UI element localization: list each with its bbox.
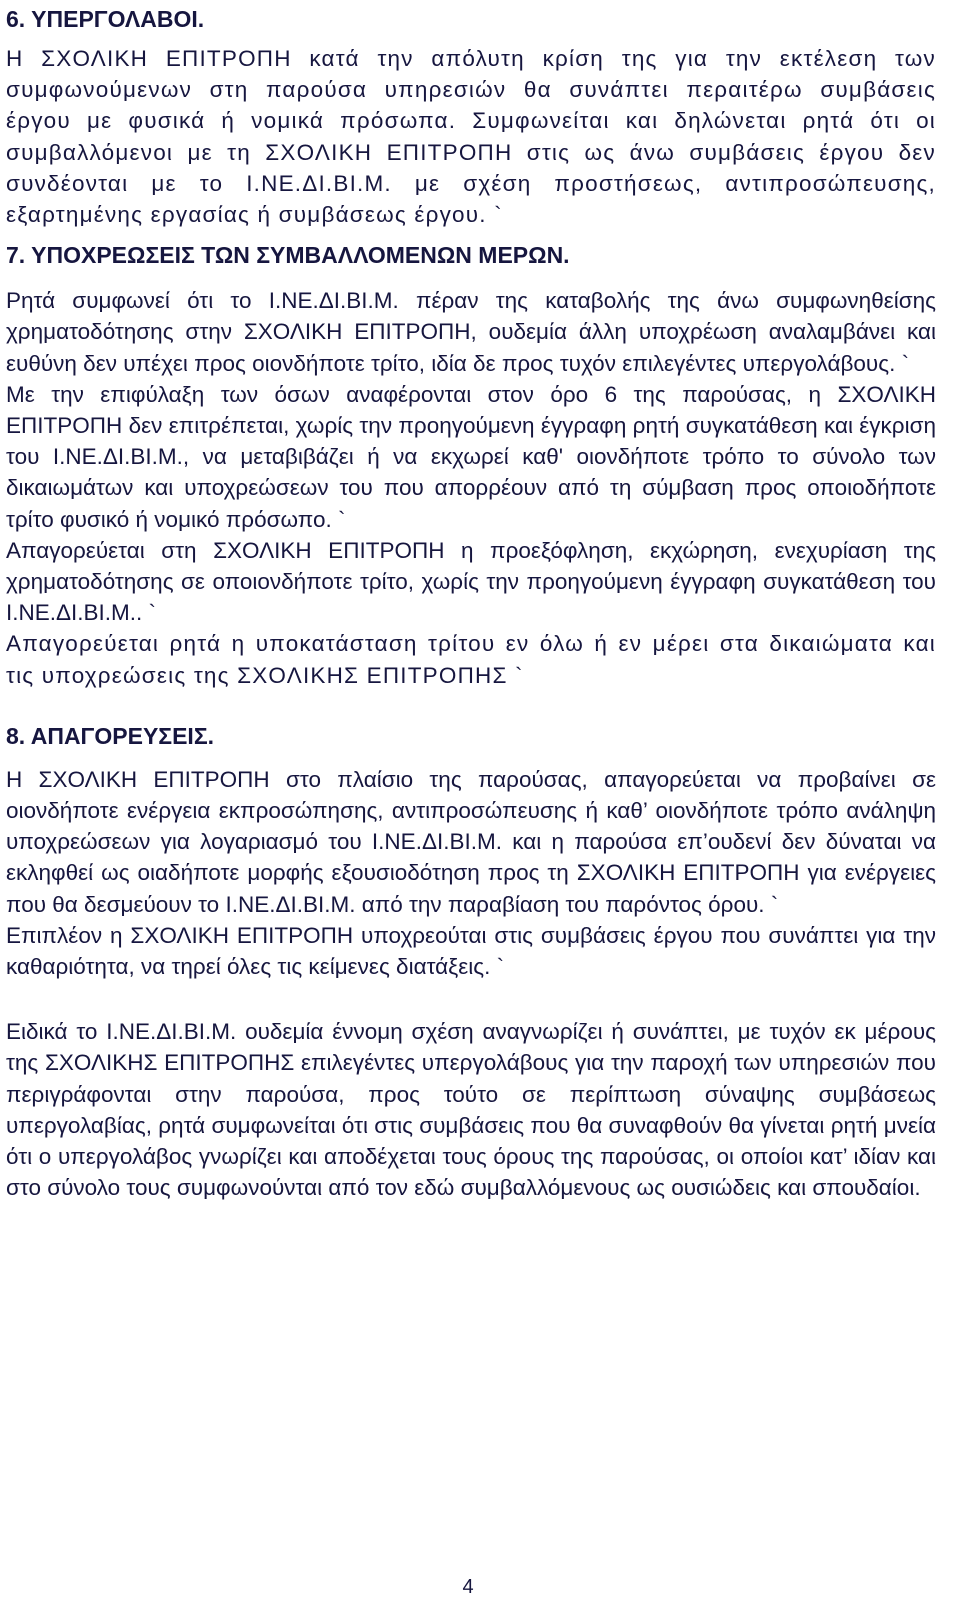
section-8-paragraph-3: Ειδικά το Ι.ΝΕ.ΔΙ.ΒΙ.Μ. ουδεμία έννομη σχέση αναγνωρίζει ή συνάπτει, με τυχόν εκ μέρους της ΣΧΟΛΙΚΗΣ ΕΠΙΤΡΟΠΗΣ επιλεγέντες υπεργολάβους για την παροχή των υπηρεσιών που περιγράφονται στην παρούσα, προς τούτο σε περίπτωση σύναψης συμβάσεως υπεργολαβίας, ρητά συμφωνείται ότι στις συμβάσεις που θα συναφθούν θα γίνεται ρητή μνεία ότι ο υπεργολάβος γνωρίζει και αποδέχεται τους όρους της παρούσας, οι οποίοι κατ’ ιδίαν και στο σύνολο τους συμφωνούνται από τον εδώ συμβαλλόμενους ως ουσιώδεις και σπουδαίοι. [6, 1019, 936, 1201]
section-7-paragraph-2: Με την επιφύλαξη των όσων αναφέρονται στον όρο 6 της παρούσας, η ΣΧΟΛΙΚΗ ΕΠΙΤΡΟΠΗ δεν επιτρέπεται, χωρίς την προηγούμενη έγγραφη ρητή συγκατάθεση και έγκριση του Ι.ΝΕ.ΔΙ.ΒΙ.Μ., να μεταβιβάζει ή να εκχωρεί καθ' οιονδήποτε τρόπο το σύνολο των δικαιωμάτων και υποχρεώσεων του που απορρέουν από τη σύμβαση προς οποιοδήποτε τρίτο φυσικό ή νομικό πρόσωπο. ` [6, 381, 936, 532]
section-7-heading: 7. ΥΠΟΧΡΕΩΣΕΙΣ ΤΩΝ ΣΥΜΒΑΛΛΟΜΕΝΩΝ ΜΕΡΩΝ. [6, 242, 570, 269]
document-page [6, 0, 936, 1204]
section-7-paragraph-4: Απαγορεύεται ρητά η υποκατάσταση τρίτου εν όλω ή εν μέρει στα δικαιώματα και τις υποχρεώσεις της ΣΧΟΛΙΚΗΣ ΕΠΙΤΡΟΠΗΣ ` [6, 631, 936, 688]
section-8-heading: 8. ΑΠΑΓΟΡΕΥΣΕΙΣ. [6, 722, 215, 749]
section-7-paragraph-1: Ρητά συμφωνεί ότι το Ι.ΝΕ.ΔΙ.ΒΙ.Μ. πέραν της καταβολής της άνω συμφωνηθείσης χρηματοδότησης στην ΣΧΟΛΙΚΗ ΕΠΙΤΡΟΠΗ, ουδεμία άλλη υποχρέωση αναλαμβάνει και ευθύνη δεν υπέχει προς οιονδήποτε τρίτο, ιδία δε προς τυχόν επιλεγέντες υπεργολάβους. ` [6, 288, 936, 376]
section-8-paragraph-2: Επιπλέον η ΣΧΟΛΙΚΗ ΕΠΙΤΡΟΠΗ υποχρεούται στις συμβάσεις έργου που συνάπτει για την καθαριότητα, να τηρεί όλες τις κείμενες διατάξεις. ` [6, 922, 936, 980]
section-7-paragraph-3: Απαγορεύεται στη ΣΧΟΛΙΚΗ ΕΠΙΤΡΟΠΗ η προεξόφληση, εκχώρηση, ενεχυρίαση της χρηματοδότησης σε οποιονδήποτε τρίτο, χωρίς την προηγούμενη έγγραφη συγκατάθεση του Ι.ΝΕ.ΔΙ.ΒΙ.Μ.. ` [6, 537, 936, 626]
section-6-heading: 6. ΥΠΕΡΓΟΛΑΒΟΙ. [6, 6, 205, 32]
section-8-paragraph-1: Η ΣΧΟΛΙΚΗ ΕΠΙΤΡΟΠΗ στο πλαίσιο της παρούσας, απαγορεύεται να προβαίνει σε οιονδήποτε ενέργεια εκπροσώπησης, αντιπροσώπευσης ή καθ’ οιονδήποτε τρόπο ανάληψη υποχρεώσεων για λογαριασμό του Ι.ΝΕ.ΔΙ.ΒΙ.Μ. και η παρούσα επ’ουδενί δεν δύναται να εκληφθεί ως οιαδήποτε μορφής εξουσιοδότηση προς τη ΣΧΟΛΙΚΗ ΕΠΙΤΡΟΠΗ για ενέργειες που θα δεσμεύουν το Ι.ΝΕ.ΔΙ.ΒΙ.Μ. από την παραβίαση του παρόντος όρου. ` [6, 766, 936, 917]
page-number: 4 [462, 1576, 474, 1598]
section-6-paragraph-1: Η ΣΧΟΛΙΚΗ ΕΠΙΤΡΟΠΗ κατά την απόλυτη κρίση της για την εκτέλεση των συμφωνούμενων στη παρούσα υπηρεσιών θα συνάπτει περαιτέρω συμβάσεις έργου με φυσικά ή νομικά πρόσωπα. Συμφωνείται και δηλώνεται ρητά ότι οι συμβαλλόμενοι με τη ΣΧΟΛΙΚΗ ΕΠΙΤΡΟΠΗ στις ως άνω συμβάσεις έργου δεν συνδέονται με το Ι.ΝΕ.ΔΙ.ΒΙ.Μ. με σχέση προστήσεως, αντιπροσώπευσης, εξαρτημένης εργασίας ή συμβάσεως έργου. ` [6, 46, 936, 228]
